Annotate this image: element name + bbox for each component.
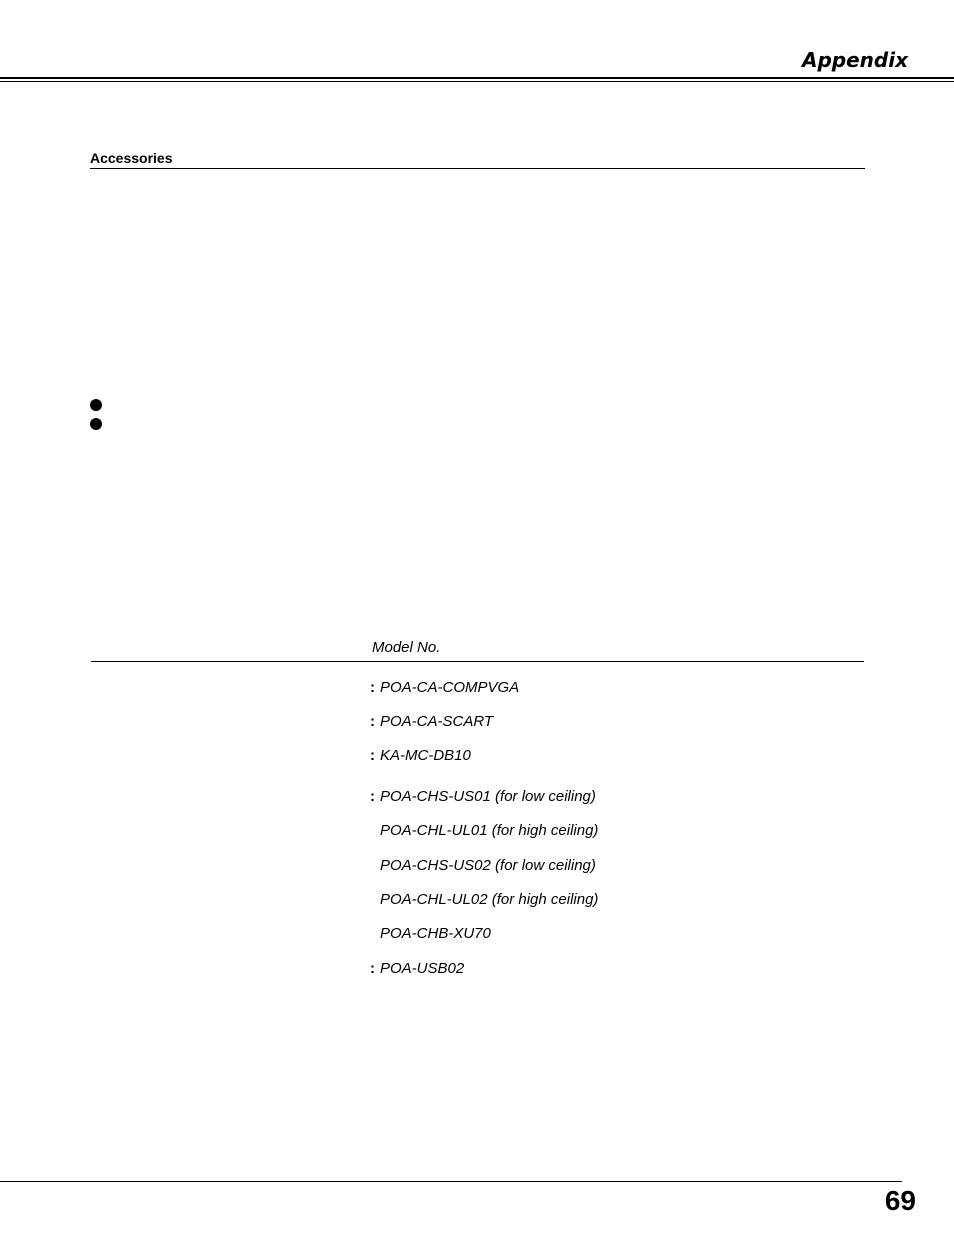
row-colon: :: [370, 713, 375, 730]
model-column-header: Model No.: [372, 639, 441, 656]
model-number: POA-CA-SCART: [380, 713, 494, 730]
row-colon: :: [370, 747, 375, 764]
model-row: [370, 924, 491, 944]
header-rule: [0, 77, 954, 79]
model-row: [370, 959, 464, 979]
model-number: POA-CHS-US01 (for low ceiling): [380, 788, 596, 805]
model-row: [370, 890, 598, 910]
model-number: POA-CA-COMPVGA: [380, 679, 520, 696]
model-row: [370, 856, 596, 876]
model-row: [370, 821, 598, 841]
footer-rule: [0, 1181, 902, 1182]
model-number: KA-MC-DB10: [380, 747, 471, 764]
model-number: POA-USB02: [380, 960, 465, 977]
model-row: [370, 787, 596, 807]
chapter-title: Appendix: [802, 48, 908, 72]
model-number: POA-CHL-UL02 (for high ceiling): [380, 891, 599, 908]
table-rule: [91, 661, 864, 662]
header-rule-secondary: [0, 81, 954, 82]
model-row: [370, 712, 493, 732]
row-colon: :: [370, 960, 375, 977]
model-row: [370, 678, 519, 698]
model-number: POA-CHB-XU70: [380, 925, 491, 942]
bullet-icon: [90, 399, 102, 411]
page-number: 69: [884, 1185, 916, 1216]
row-colon: :: [370, 679, 375, 696]
bullet-icon: [90, 418, 102, 430]
section-rule: [90, 168, 865, 169]
model-number: POA-CHS-US02 (for low ceiling): [380, 857, 596, 874]
section-title: Accessories: [90, 150, 173, 166]
model-number: POA-CHL-UL01 (for high ceiling): [380, 822, 599, 839]
model-row: [370, 746, 471, 766]
row-colon: :: [370, 788, 375, 805]
